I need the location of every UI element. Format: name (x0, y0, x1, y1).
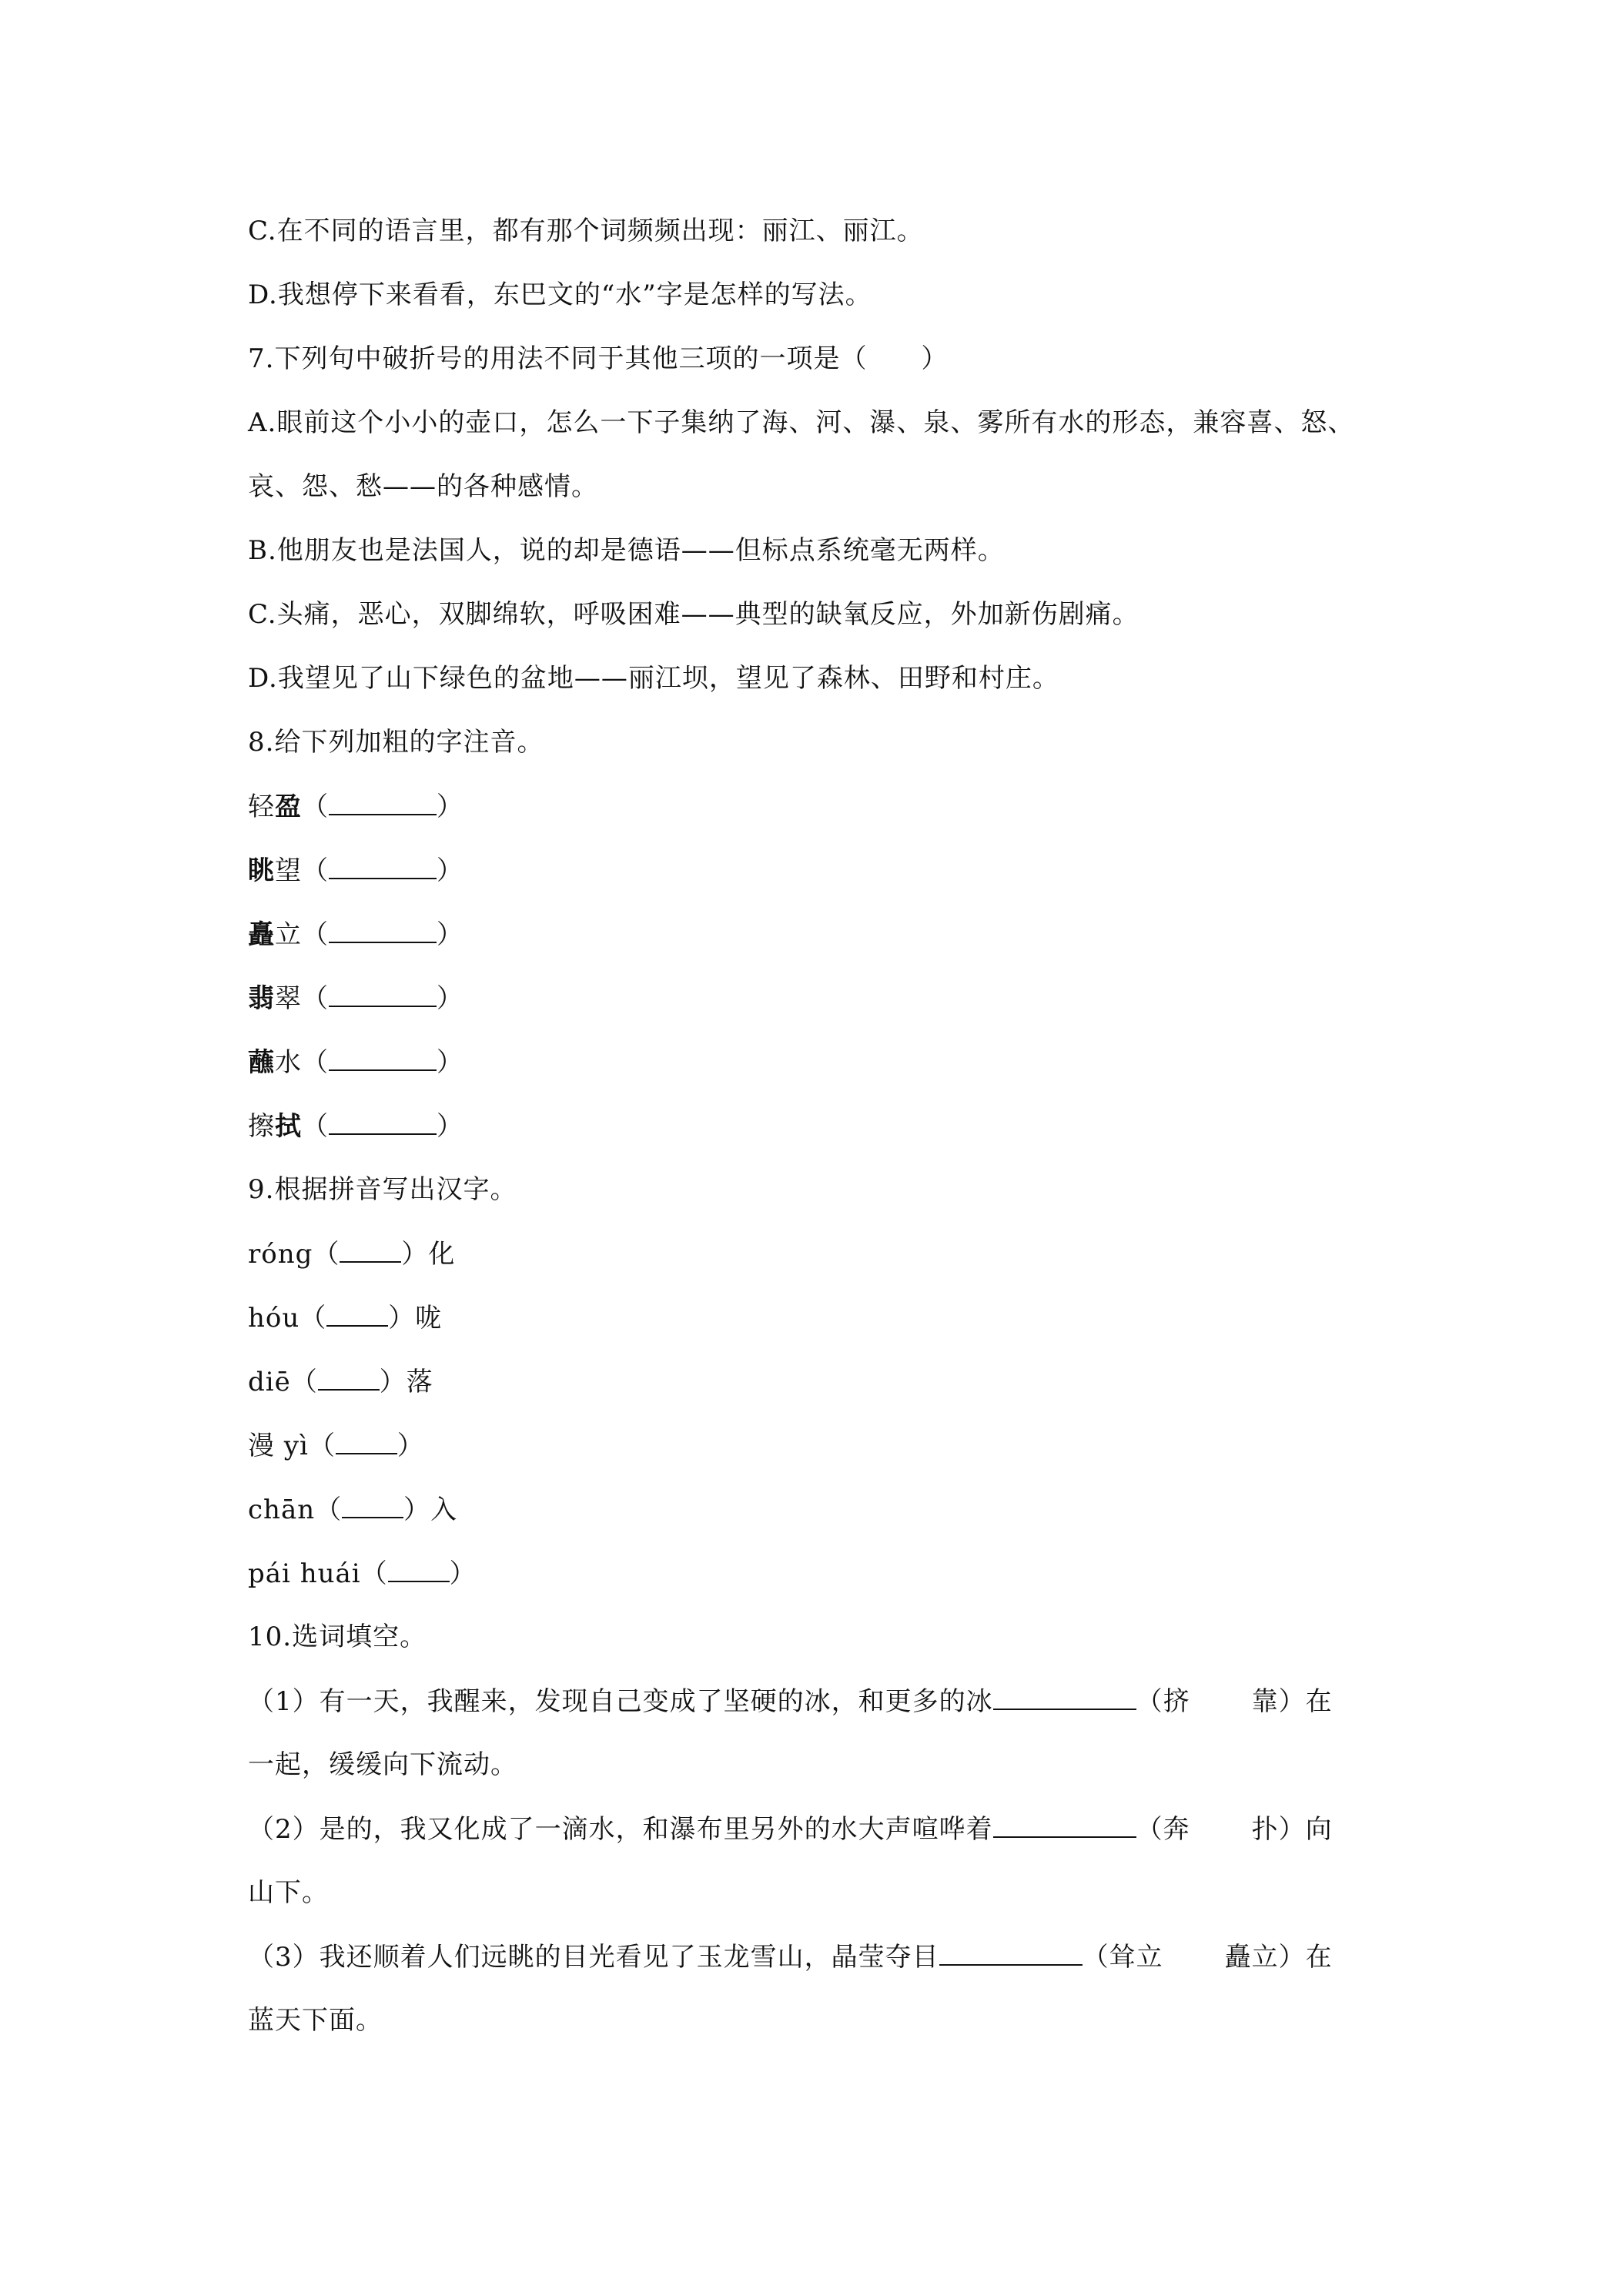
close-paren: ） (437, 983, 463, 1014)
q9-item-after: ） (449, 1558, 477, 1589)
open-paren: （ (302, 919, 329, 950)
answer-blank[interactable] (388, 1558, 450, 1582)
q8-item (248, 1110, 463, 1142)
q8-item-post: 水 (275, 1047, 302, 1078)
q8-item-bold-char: 蘸 (248, 1047, 275, 1078)
q8-item-post: 翠 (275, 983, 302, 1014)
q8-item-bold-char: 眺 (248, 855, 275, 886)
q10-sentence-2-line1 (248, 1813, 1333, 1845)
answer-blank[interactable] (340, 1238, 401, 1263)
q10-s3-choice-2: 矗立）在 (1224, 1942, 1333, 1973)
q10-s2-choice-2: 扑）向 (1251, 1814, 1333, 1845)
answer-blank[interactable] (993, 1813, 1136, 1838)
q6-option-c: C.在不同的语言里，都有那个词频频出现：丽江、丽江。 (248, 216, 924, 246)
answer-blank[interactable] (993, 1685, 1136, 1710)
open-paren: （ (302, 1111, 329, 1142)
q9-item (248, 1366, 433, 1397)
open-paren: （ (302, 983, 329, 1014)
answer-blank[interactable] (336, 1430, 397, 1454)
close-paren: ） (437, 1047, 463, 1078)
close-paren: ） (437, 919, 463, 950)
q8-item-post: 立 (275, 919, 302, 950)
q10-s1-choice-2: 靠）在 (1251, 1686, 1333, 1717)
q7-option-a-line2: 哀、怨、愁——的各种感情。 (248, 471, 598, 502)
q9-item (248, 1558, 477, 1589)
open-paren: （ (302, 1047, 329, 1078)
q9-item-before: chān（ (248, 1494, 343, 1525)
q10-s3-choice-1: （耸立 (1082, 1942, 1163, 1973)
answer-blank[interactable] (342, 1494, 403, 1518)
q9-item-after: ）化 (401, 1239, 456, 1270)
q8-item-bold-char: 盈 (275, 792, 302, 822)
q9-item-before: hóu（ (248, 1303, 327, 1334)
q10-s2-choice-1: （奔 (1136, 1814, 1190, 1845)
answer-blank[interactable] (329, 919, 437, 943)
q9-item-after: ）落 (379, 1367, 433, 1397)
q8-item (248, 982, 463, 1014)
answer-blank[interactable] (326, 1302, 388, 1327)
q6-option-d: D.我想停下来看看，东巴文的“水”字是怎样的写法。 (248, 279, 872, 310)
close-paren: ） (437, 855, 463, 886)
answer-blank[interactable] (329, 1046, 437, 1071)
q10-s1-choice-1: （挤 (1136, 1686, 1190, 1717)
q7-option-d: D.我望见了山下绿色的盆地——丽江坝，望见了森林、田野和村庄。 (248, 663, 1059, 694)
q9-item-before: róng（ (248, 1239, 340, 1270)
q9-item-after: ）咙 (388, 1303, 443, 1334)
q7-option-b: B.他朋友也是法国人，说的却是德语——但标点系统毫无两样。 (248, 535, 1005, 566)
q8-item (248, 791, 463, 822)
q8-item-bold-char: 翡 (248, 983, 275, 1014)
q10-sentence-1-line1 (248, 1685, 1333, 1717)
answer-blank[interactable] (329, 855, 437, 879)
q10-s1-text: （1）有一天，我醒来，发现自己变成了坚硬的冰，和更多的冰 (248, 1686, 993, 1717)
answer-blank[interactable] (329, 1110, 437, 1135)
q7-option-a-line1: A.眼前这个小小的壶口，怎么一下子集纳了海、河、瀑、泉、雾所有水的形态，兼容喜、怒、 (248, 407, 1355, 438)
q8-item-bold-char: 矗 (248, 919, 275, 950)
q8-item (248, 1046, 463, 1078)
open-paren: （ (302, 855, 329, 886)
q7-option-c: C.头痛，恶心，双脚绵软，呼吸困难——典型的缺氧反应，外加新伤剧痛。 (248, 599, 1139, 630)
q9-item (248, 1302, 442, 1334)
q10-s2-text: （2）是的，我又化成了一滴水，和瀑布里另外的水大声喧哗着 (248, 1814, 993, 1845)
q8-item (248, 919, 463, 950)
answer-blank[interactable] (329, 791, 437, 815)
answer-blank[interactable] (329, 982, 437, 1007)
q9-item (248, 1494, 457, 1525)
q8-item-pre: 擦 (248, 1111, 275, 1142)
q10-s3-text: （3）我还顺着人们远眺的目光看见了玉龙雪山，晶莹夺目 (248, 1942, 939, 1973)
q8-item (248, 855, 463, 886)
open-paren: （ (302, 792, 329, 822)
close-paren: ） (437, 1111, 463, 1142)
q10-sentence-3-line2: 蓝天下面。 (248, 2005, 383, 2036)
q9-item (248, 1430, 424, 1461)
q8-item-pre: 轻 (248, 792, 275, 822)
q10-sentence-3-line1 (248, 1941, 1333, 1973)
answer-blank[interactable] (318, 1366, 380, 1391)
q9-item-before: diē（ (248, 1367, 318, 1397)
q10-sentence-2-line2: 山下。 (248, 1877, 329, 1908)
answer-blank[interactable] (939, 1941, 1083, 1966)
q8-item-post: 望 (275, 855, 302, 886)
q9-item (248, 1238, 455, 1270)
q9-item-before: 漫 yì（ (248, 1431, 336, 1461)
q8-item-bold-char: 拭 (275, 1111, 302, 1142)
q9-item-after: ） (397, 1431, 424, 1461)
q10-stem: 10.选词填空。 (248, 1622, 427, 1652)
q9-item-before: pái huái（ (248, 1558, 388, 1589)
q8-stem: 8.给下列加粗的字注音。 (248, 727, 544, 758)
q10-sentence-1-line2: 一起，缓缓向下流动。 (248, 1749, 517, 1780)
q7-stem: 7.下列句中破折号的用法不同于其他三项的一项是（ ） (248, 343, 949, 374)
q9-item-after: ）入 (403, 1494, 458, 1525)
q9-stem: 9.根据拼音写出汉字。 (248, 1174, 517, 1205)
close-paren: ） (437, 792, 463, 822)
